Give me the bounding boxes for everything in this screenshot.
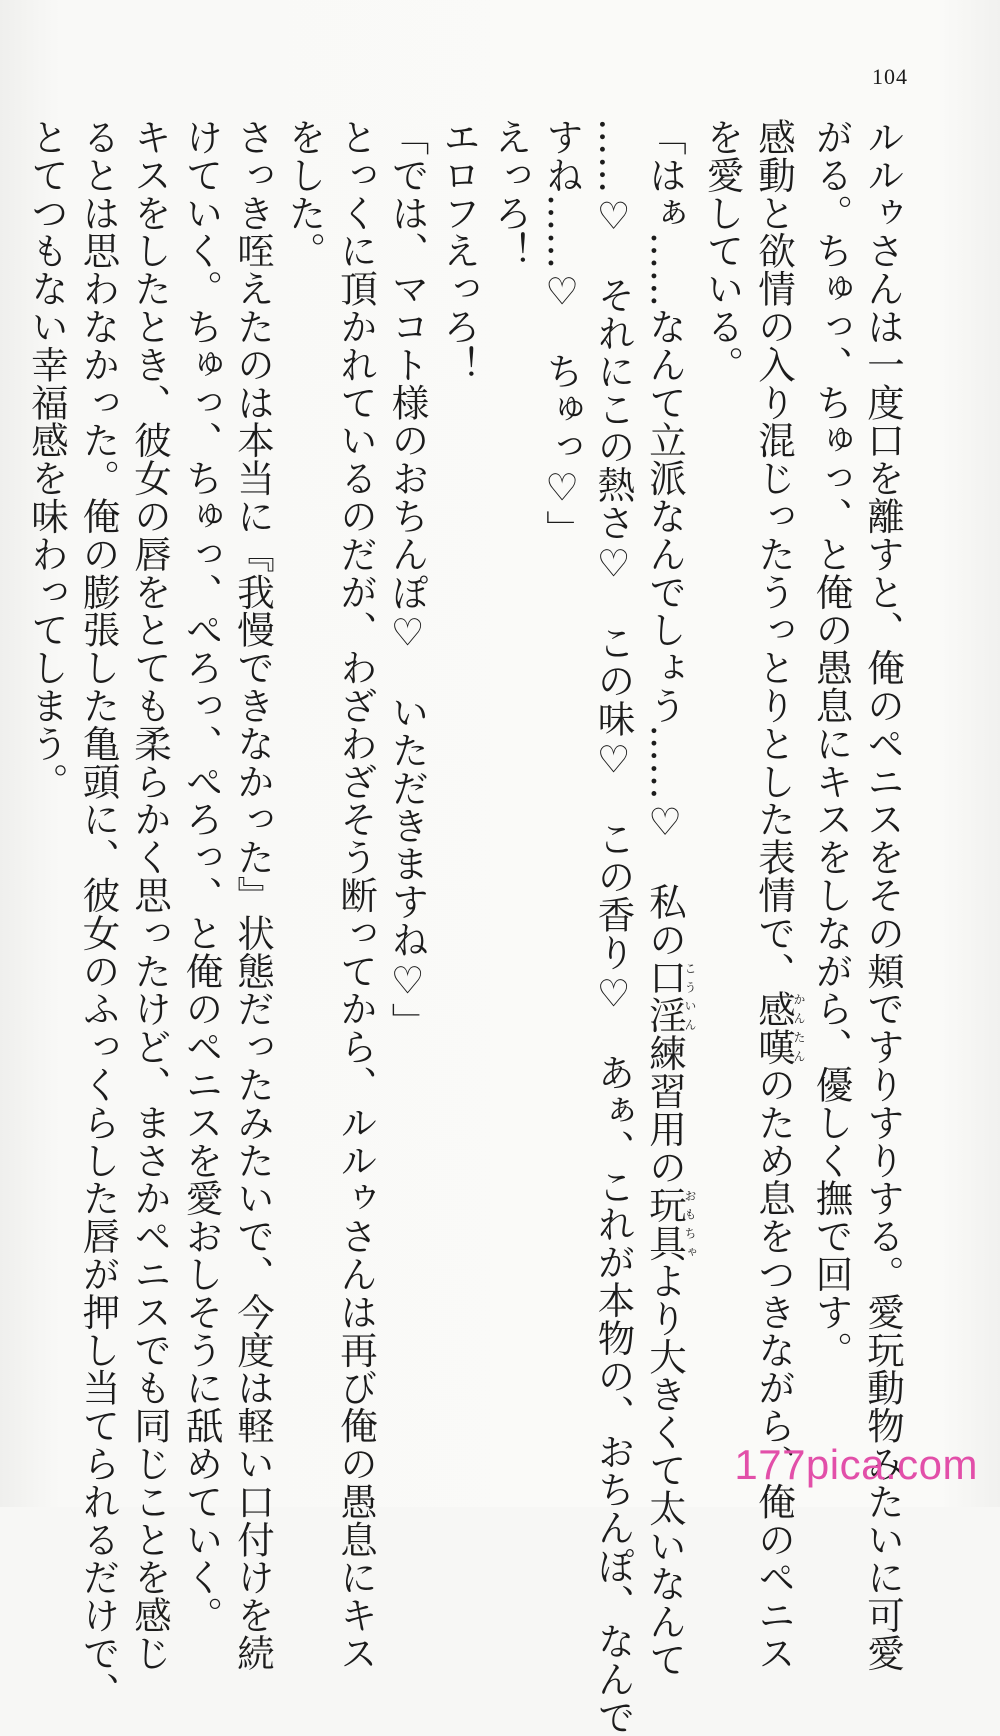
site-watermark: 177pica.com [734,1441,978,1488]
furigana: 口淫こういん [643,958,697,1035]
text-line: ……♡ それにこの熱さ♡ この味♡ この香り♡ あぁ、これが本物の、おちんぽ、なんで [591,118,636,1736]
text-line: ルルゥさんは一度口を離すと、俺のペニスをその頬ですりすりする。愛玩動物みたいに可愛 [861,118,905,1672]
text-line: 「はぁ……なんて立派なんでしょう……♡ 私の口淫こういん練習用の玩具おもちゃより大きくて太いなんて [643,118,697,1679]
furigana: 玩具おもちゃ [643,1185,697,1262]
text-line: とっくに頂かれているのだが、わざわざそう断ってから、ルルゥさんは再び俺の愚息にキス [334,118,378,1672]
text-line: を愛している。 [700,118,745,384]
text-line: とてつもない幸福感を味わってしまう。 [25,118,69,801]
text-line: をした。 [282,118,327,270]
text-line: キスをしたとき、彼女の唇をとても柔らかく思ったけど、まさかペニスでも同じことを感じ [128,118,172,1672]
text-line: がる。ちゅっ、ちゅっ、と俺の愚息にキスをしながら、優しく撫で回す。 [809,118,854,1369]
text-line: るとは思わなかった。俺の膨張した亀頭に、彼女のふっくらした唇が押し当てられるだけで、 [76,118,121,1710]
page-number: 104 [872,64,908,89]
text-line: えっろ！ [488,118,533,270]
text-line: すね……♡ ちゅっ♡」 [540,118,584,548]
furigana: 感嘆かんたん [752,989,806,1066]
text-line: 「では、マコト様のおちんぽ♡ いただきますね♡」 [385,118,430,1041]
text-line: けていく。ちゅっ、ちゅっ、ぺろっ、ぺろっ、と俺のペニスを愛おしそうに舐めていく。 [179,118,224,1634]
text-line: 感動と欲情の入り混じったうっとりとした表情で、感嘆かんたんのため息をつきながら、俺のペニス [752,118,806,1672]
text-line: さっき咥えたのは本当に『我慢できなかった』状態だったみたいで、今度は軽い口付けを続 [231,118,275,1672]
text-line: エロフえっろ！ [437,118,481,384]
